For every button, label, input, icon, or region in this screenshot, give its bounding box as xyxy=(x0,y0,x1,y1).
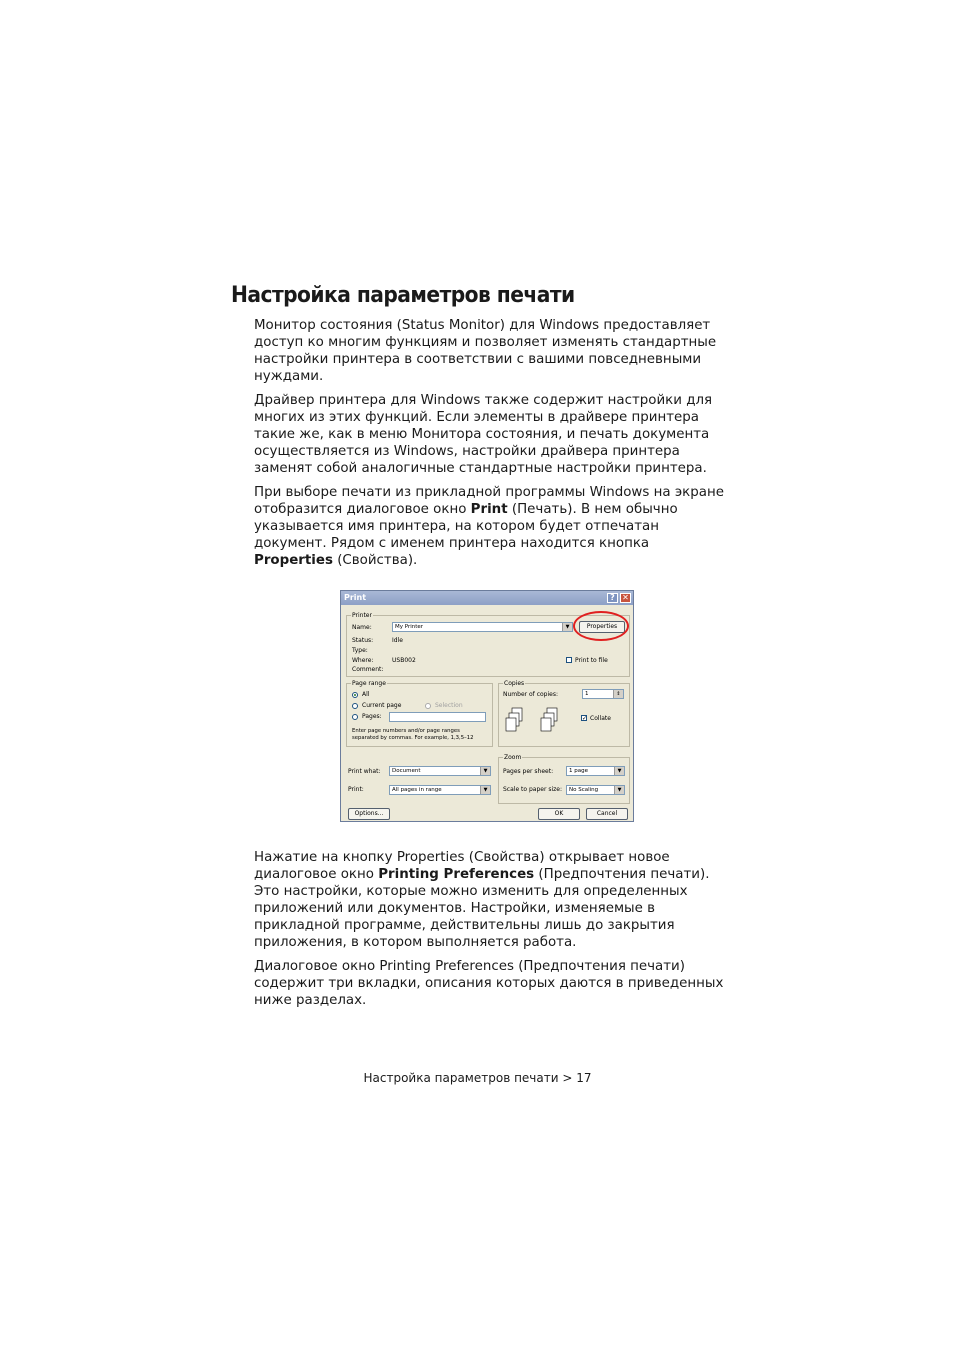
range-hint-1: Enter page numbers and/or page ranges xyxy=(352,728,460,734)
copies-group-label: Copies xyxy=(504,680,525,687)
print-to-file-checkbox[interactable] xyxy=(566,657,572,663)
pages-radio[interactable] xyxy=(352,714,358,720)
pages-per-sheet-value: 1 page xyxy=(569,768,588,774)
pages-label: Pages: xyxy=(362,713,382,720)
spinner-arrows-icon: ⇕ xyxy=(613,690,623,698)
chevron-down-icon: ▼ xyxy=(562,623,572,631)
print-to-file-label: Print to file xyxy=(575,657,608,664)
help-icon[interactable]: ? xyxy=(607,593,618,603)
copies-value: 1 xyxy=(585,691,589,697)
printer-name-select[interactable] xyxy=(392,622,573,632)
options-button[interactable]: Options... xyxy=(348,808,390,820)
ok-button[interactable]: OK xyxy=(538,808,580,820)
name-label: Name: xyxy=(352,624,372,631)
cancel-button[interactable]: Cancel xyxy=(586,808,628,820)
paragraph-print-dialog: При выборе печати из прикладной программы Windows на экране отобразится диалоговое окно Print (Печать). В нем обычно указывается имя принтера, на котором будет отпечатан документ. Рядом с именем принтера находится кнопка Properties (Свойства). xyxy=(254,485,724,568)
pages-per-sheet-label: Pages per sheet: xyxy=(503,768,554,775)
range-hint-2: separated by commas. For example, 1,3,5–12 xyxy=(352,735,474,741)
dialog-titlebar xyxy=(341,591,633,605)
current-page-radio[interactable] xyxy=(352,703,358,709)
selection-radio[interactable] xyxy=(425,703,431,709)
printer-group-label: Printer xyxy=(352,612,372,619)
all-label: All xyxy=(362,691,370,698)
collate-checkbox[interactable]: ✓ xyxy=(582,715,588,722)
page-range-group-label: Page range xyxy=(352,680,386,687)
scale-to-paper-label: Scale to paper size: xyxy=(503,786,562,793)
comment-label: Comment: xyxy=(352,666,384,673)
print-select[interactable] xyxy=(389,785,491,795)
chevron-down-icon: ▼ xyxy=(480,767,490,775)
status-label: Status: xyxy=(352,637,374,644)
print-what-label: Print what: xyxy=(348,768,381,775)
scale-to-paper-select[interactable] xyxy=(566,785,625,795)
print-label: Print: xyxy=(348,786,364,793)
collate-pages-icon xyxy=(504,706,564,742)
zoom-group xyxy=(498,754,630,804)
all-radio[interactable] xyxy=(352,692,358,698)
print-what-select[interactable] xyxy=(389,766,491,776)
copies-stepper[interactable] xyxy=(582,689,624,699)
number-of-copies-label: Number of copies: xyxy=(503,691,558,698)
dialog-title: Print xyxy=(344,593,367,602)
chevron-down-icon: ▼ xyxy=(480,786,490,794)
properties-button[interactable]: Properties xyxy=(579,621,625,633)
where-value: USB002 xyxy=(392,657,416,664)
close-icon[interactable]: ✕ xyxy=(620,593,631,603)
status-value: Idle xyxy=(392,637,403,644)
print-what-value: Document xyxy=(392,768,421,774)
paragraph-status-monitor: Монитор состояния (Status Monitor) для Windows предоставляет доступ ко многим функциям и позволяет изменять стандартные настройки принтера в соответствии с вашими повседневными нуждами. xyxy=(254,318,717,384)
chevron-down-icon: ▼ xyxy=(614,767,624,775)
properties-highlight-ellipse xyxy=(573,611,629,641)
paragraph-driver: Драйвер принтера для Windows также содержит настройки для многих из этих функций. Если элементы в драйвере принтера такие же, как в меню Монитора состояния, и печать документа осуществляется из Windows, настройки драйвера принтера заменят собой аналогичные стандартные настройки принтера. xyxy=(254,393,713,476)
where-label: Where: xyxy=(352,657,374,664)
type-label: Type: xyxy=(352,647,368,654)
page-title: Настройка параметров печати xyxy=(231,283,575,308)
printer-name-value: My Printer xyxy=(395,624,424,630)
paragraph-preferences-tabs: Диалоговое окно Printing Preferences (Предпочтения печати) содержит три вкладки, описания которых даются в приведенных ниже разделах. xyxy=(254,959,724,1008)
chevron-down-icon: ▼ xyxy=(614,786,624,794)
scale-to-paper-value: No Scaling xyxy=(569,787,599,793)
print-value: All pages in range xyxy=(392,787,442,793)
pages-input[interactable] xyxy=(389,712,486,722)
selection-label: Selection xyxy=(435,702,463,709)
zoom-group-label: Zoom xyxy=(504,754,522,761)
collate-label: Collate xyxy=(590,715,611,722)
pages-per-sheet-select[interactable] xyxy=(566,766,625,776)
paragraph-properties: Нажатие на кнопку Properties (Свойства) открывает новое диалоговое окно Printing Preferences (Предпочтения печати). Это настройки, которые можно изменить для определенных приложений или документов. Настройки, изменяемые в прикладной программе, действительны лишь до закрытия приложения, в котором выполняется работа. xyxy=(254,850,710,950)
page-footer: Настройка параметров печати > 17 xyxy=(363,1071,592,1085)
current-page-label: Current page xyxy=(362,702,402,709)
